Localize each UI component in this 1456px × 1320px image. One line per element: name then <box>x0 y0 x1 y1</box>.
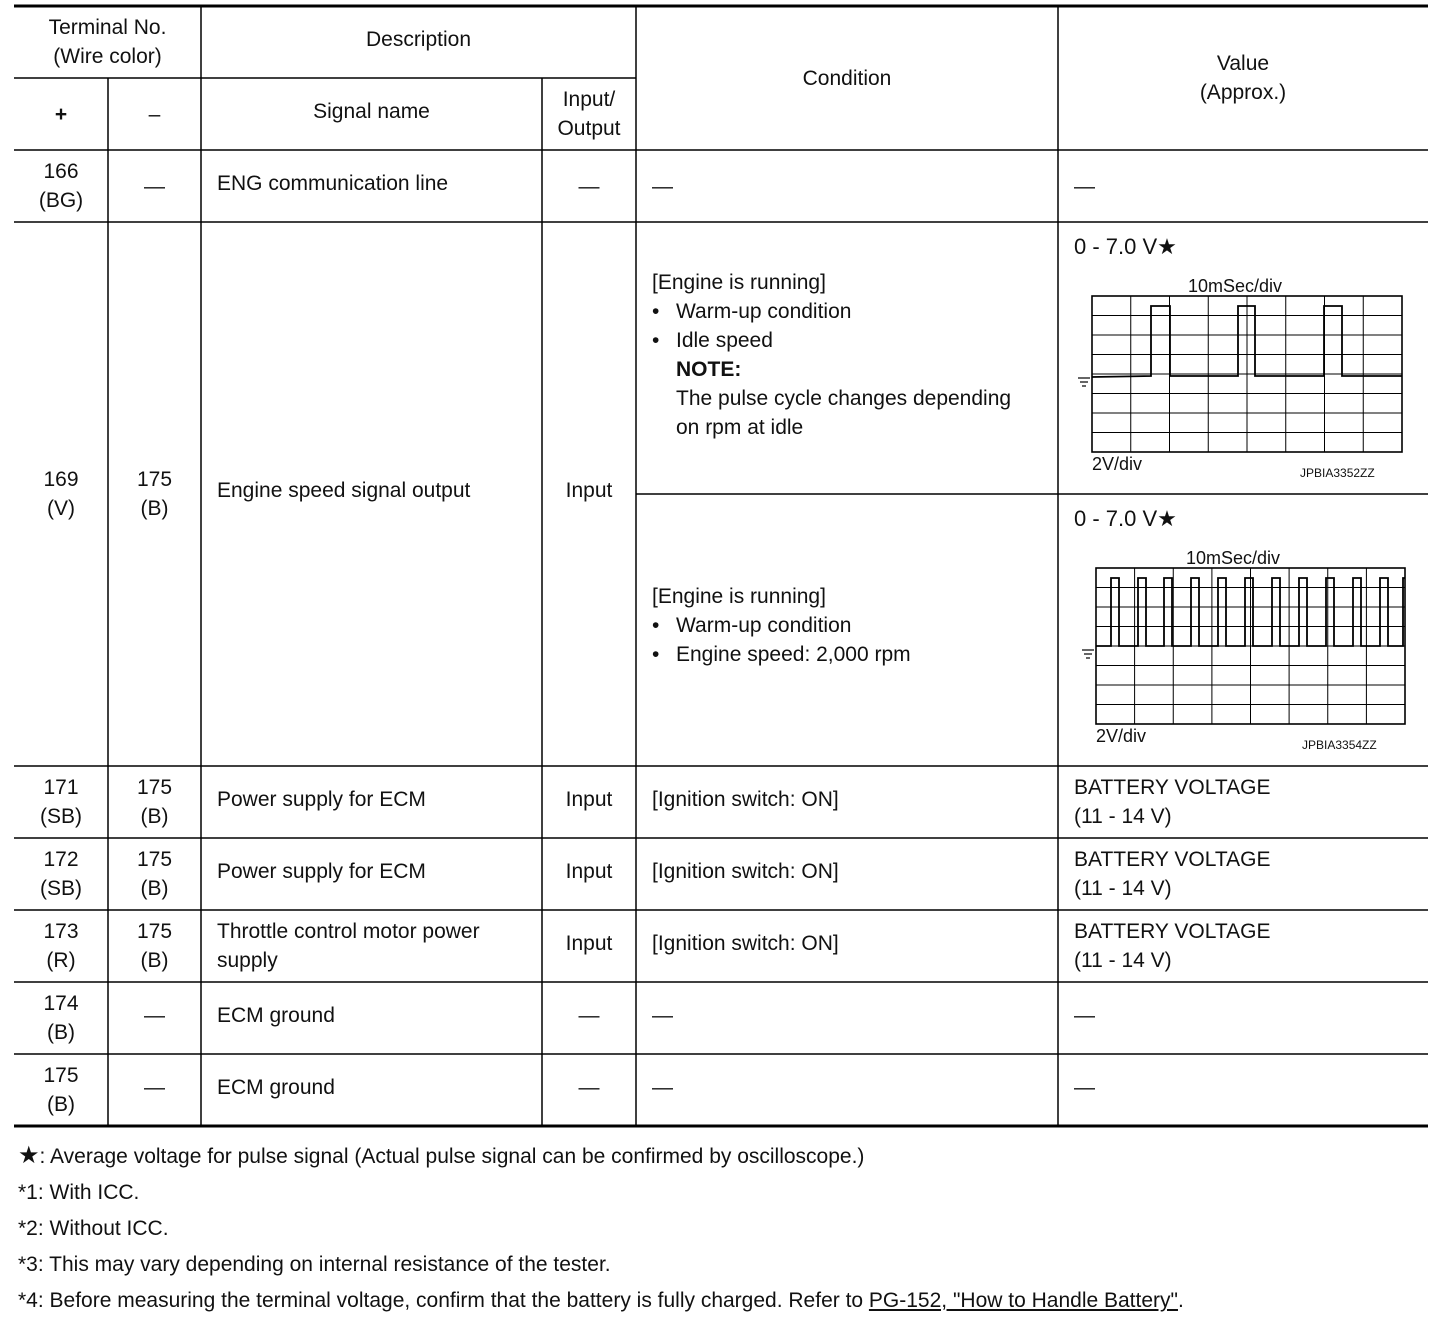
row175-plus <box>14 1054 108 1126</box>
row169-value-2000rpm <box>1058 494 1428 766</box>
row171-plus <box>14 766 108 838</box>
note-line: on rpm at idle <box>676 416 804 439</box>
header-value-line1: Value <box>1216 52 1270 75</box>
condition-bullet: • Engine speed: 2,000 rpm <box>652 640 911 669</box>
footnote-star <box>18 1138 1184 1175</box>
row172-minus <box>108 838 201 910</box>
star-icon: ★ <box>1157 506 1177 531</box>
row166-io: — <box>578 174 600 198</box>
row169-minus-color: (B) <box>140 497 169 520</box>
row174-plus-color: (B) <box>47 1021 75 1044</box>
row171-minus <box>108 766 201 838</box>
row174-minus: — <box>144 1003 165 1027</box>
signal-line1: Throttle control motor power <box>217 920 480 943</box>
condition-bullet: • Warm-up condition <box>652 611 911 640</box>
value-line1: BATTERY VOLTAGE <box>1074 776 1271 799</box>
row171-plus-no: 171 <box>43 776 79 799</box>
row166-plus-color: (BG) <box>38 189 84 212</box>
value-line2: (11 - 14 V) <box>1074 949 1172 972</box>
condition-head: [Engine is running] <box>652 585 826 608</box>
header-condition: Condition <box>802 66 892 90</box>
row171-value <box>1058 766 1428 838</box>
value-line1: BATTERY VOLTAGE <box>1074 848 1271 871</box>
footnote-star-text: : Average voltage for pulse signal (Actual pulse signal can be confirmed by oscilloscope.) <box>39 1145 865 1168</box>
row172-plus-no: 172 <box>43 848 79 871</box>
row175-plus-no: 175 <box>43 1064 79 1087</box>
value-voltage: 0 - 7.0 V <box>1074 234 1158 259</box>
header-io-line2: Output <box>557 117 621 140</box>
row166-minus: — <box>144 174 165 198</box>
row169-plus <box>14 222 108 766</box>
row172-condition: [Ignition switch: ON] <box>652 859 839 883</box>
header-wire-color-label: (Wire color) <box>53 45 162 68</box>
row171-minus-no: 175 <box>136 776 173 799</box>
value-line1: BATTERY VOLTAGE <box>1074 920 1271 943</box>
star-icon: ★ <box>1157 234 1177 259</box>
row172-plus <box>14 838 108 910</box>
row169-minus-no: 175 <box>136 468 173 491</box>
battery-handling-link[interactable]: PG-152, "How to Handle Battery" <box>868 1289 1178 1312</box>
row173-value <box>1058 910 1428 982</box>
footnote-1: *1: With ICC. <box>18 1181 140 1204</box>
row166-condition: — <box>652 174 673 198</box>
row174-value: — <box>1074 1003 1095 1027</box>
row175-plus-color: (B) <box>47 1093 75 1116</box>
row166-signal: ENG communication line <box>217 171 449 195</box>
row171-plus-color: (SB) <box>40 805 82 828</box>
row174-plus-no: 174 <box>43 992 79 1015</box>
scope-time-div: 10mSec/div <box>1186 548 1281 568</box>
row174-signal: ECM ground <box>217 1003 335 1027</box>
scope-volt-div: 2V/div <box>1096 726 1147 746</box>
row169-io: Input <box>565 478 613 502</box>
row174-io: — <box>578 1003 600 1027</box>
scope-volt-div: 2V/div <box>1092 454 1143 474</box>
header-terminal-label: Terminal No. <box>48 16 167 39</box>
bullet-text: Idle speed <box>676 329 773 352</box>
bullet-text: Warm-up condition <box>676 300 852 323</box>
bullet-text: Warm-up condition <box>676 614 852 637</box>
footnotes <box>18 1138 1184 1319</box>
header-value-line2: (Approx.) <box>1199 81 1287 104</box>
note-line: The pulse cycle changes depending <box>676 387 1012 410</box>
header-plus: + <box>54 102 68 126</box>
row175-io: — <box>578 1075 600 1099</box>
footnote-4 <box>18 1283 1184 1319</box>
row166-plus-no: 166 <box>43 160 79 183</box>
row173-plus-no: 173 <box>43 920 79 943</box>
row172-minus-no: 175 <box>136 848 173 871</box>
note-label: NOTE: <box>676 358 742 381</box>
row174-condition: — <box>652 1003 673 1027</box>
row173-minus-color: (B) <box>140 949 169 972</box>
row171-signal: Power supply for ECM <box>217 787 426 811</box>
footnote-2: *2: Without ICC. <box>18 1217 169 1240</box>
footnote-4-suffix: . <box>1177 1289 1184 1312</box>
condition-head: [Engine is running] <box>652 271 826 294</box>
figure-code: JPBIA3352ZZ <box>1300 466 1375 480</box>
condition-bullet: • Idle speed <box>652 326 1011 355</box>
header-terminal-no <box>14 6 201 78</box>
row169-value-idle <box>1058 222 1428 494</box>
row166-value: — <box>1074 174 1095 198</box>
row169-condition-2000rpm <box>652 582 911 669</box>
row172-io: Input <box>565 859 613 883</box>
row169-signal: Engine speed signal output <box>217 478 471 502</box>
row166-plus <box>14 150 108 222</box>
row175-condition: — <box>652 1075 673 1099</box>
header-minus: – <box>148 102 161 126</box>
row171-minus-color: (B) <box>140 805 169 828</box>
footnote-4-text: *4: Before measuring the terminal voltage, confirm that the battery is fully charged. Refer to <box>18 1289 869 1312</box>
row173-signal <box>201 910 542 982</box>
row171-io: Input <box>565 787 613 811</box>
figure-code: JPBIA3354ZZ <box>1302 738 1377 752</box>
row173-minus <box>108 910 201 982</box>
row169-plus-color: (V) <box>47 497 75 520</box>
header-description: Description <box>365 27 472 51</box>
value-line2: (11 - 14 V) <box>1074 877 1172 900</box>
condition-bullet: • Warm-up condition <box>652 297 1011 326</box>
row173-plus-color: (R) <box>46 949 76 972</box>
row173-plus <box>14 910 108 982</box>
row169-minus <box>108 222 201 766</box>
value-line2: (11 - 14 V) <box>1074 805 1172 828</box>
row175-minus: — <box>144 1075 165 1099</box>
row169-plus-no: 169 <box>43 468 79 491</box>
row174-plus <box>14 982 108 1054</box>
row175-signal: ECM ground <box>217 1075 335 1099</box>
header-value <box>1058 6 1428 150</box>
header-input-output <box>542 78 636 150</box>
row172-plus-color: (SB) <box>40 877 82 900</box>
row175-value: — <box>1074 1075 1095 1099</box>
row173-minus-no: 175 <box>136 920 173 943</box>
row169-condition-idle <box>652 268 1011 442</box>
footnote-3: *3: This may vary depending on internal resistance of the tester. <box>18 1253 611 1276</box>
row173-condition: [Ignition switch: ON] <box>652 931 839 955</box>
row172-value <box>1058 838 1428 910</box>
star-icon: ★ <box>18 1142 40 1169</box>
row172-signal: Power supply for ECM <box>217 859 426 883</box>
row173-io: Input <box>565 931 613 955</box>
row171-condition: [Ignition switch: ON] <box>652 787 839 811</box>
value-voltage: 0 - 7.0 V <box>1074 506 1158 531</box>
bullet-text: Engine speed: 2,000 rpm <box>676 643 911 666</box>
header-io-line1: Input/ <box>562 88 616 111</box>
signal-line2: supply <box>217 949 278 972</box>
scope-time-div: 10mSec/div <box>1188 276 1283 296</box>
header-signal-name: Signal name <box>313 99 430 123</box>
row172-minus-color: (B) <box>140 877 169 900</box>
